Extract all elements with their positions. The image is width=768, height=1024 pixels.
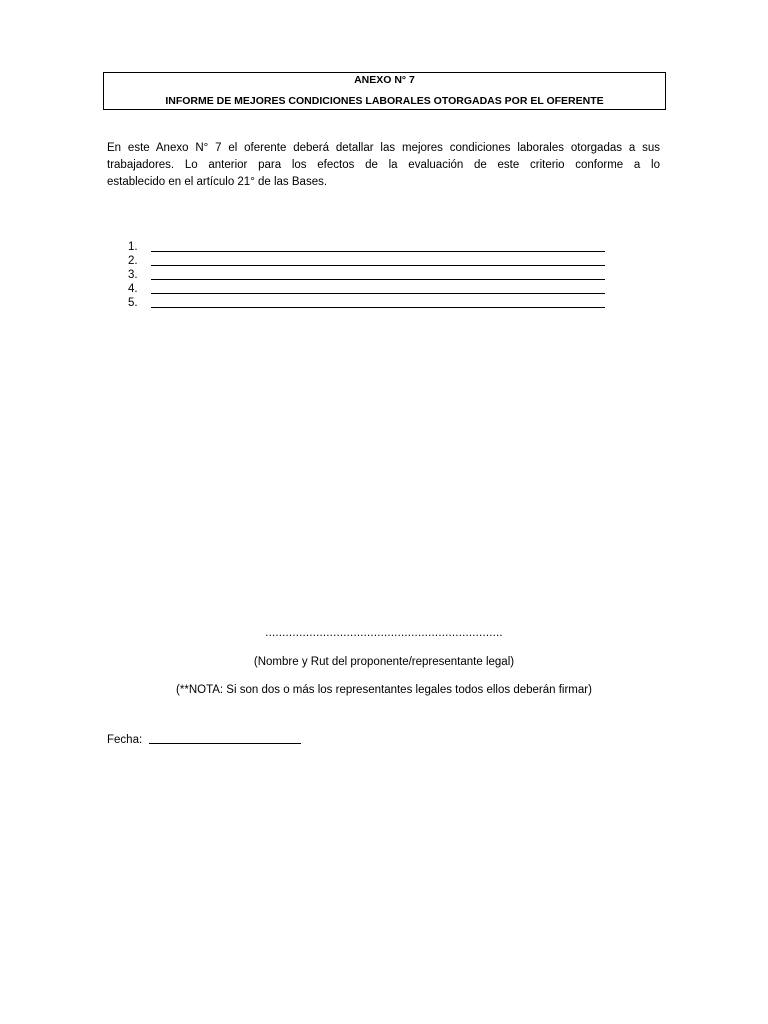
list-item-blank-line [151,297,605,308]
list-item [128,282,605,296]
list-item-number: 3. [128,269,138,281]
date-blank-line [149,732,301,744]
list-item-number: 1. [128,241,138,253]
annex-title: ANEXO N° 7 [354,74,415,86]
list-item [128,240,605,254]
list-item-blank-line [151,241,605,252]
list-item-number: 4. [128,283,138,295]
signature-note: (**NOTA: Si son dos o más los representantes legales todos ellos deberán firmar) [176,684,592,696]
list-item-blank-line [151,283,605,294]
list-item [128,268,605,282]
list-item-blank-line [151,269,605,280]
intro-line-3: establecido en el artículo 21° de las Bases. [107,176,328,188]
date-label: Fecha: [107,734,143,746]
list-item-number: 5. [128,297,138,309]
annex-subtitle: INFORME DE MEJORES CONDICIONES LABORALES OTORGADAS POR EL OFERENTE [165,95,604,107]
signature-name-label: (Nombre y Rut del proponente/representante legal) [253,656,515,668]
signature-dotted-line: ...................................................................... [265,627,503,639]
conditions-list [128,240,605,310]
intro-line-2: trabajadores. Lo anterior para los efectos de la evaluación de este criterio conforme a lo [107,159,660,171]
date-field [107,732,301,746]
intro-line-1: En este Anexo N° 7 el oferente deberá detallar las mejores condiciones laborales otorgadas a sus [107,142,660,154]
list-item-number: 2. [128,255,138,267]
list-item [128,254,605,268]
annex-header-box [103,72,666,110]
list-item-blank-line [151,255,605,266]
intro-paragraph [107,140,660,191]
list-item [128,296,605,310]
